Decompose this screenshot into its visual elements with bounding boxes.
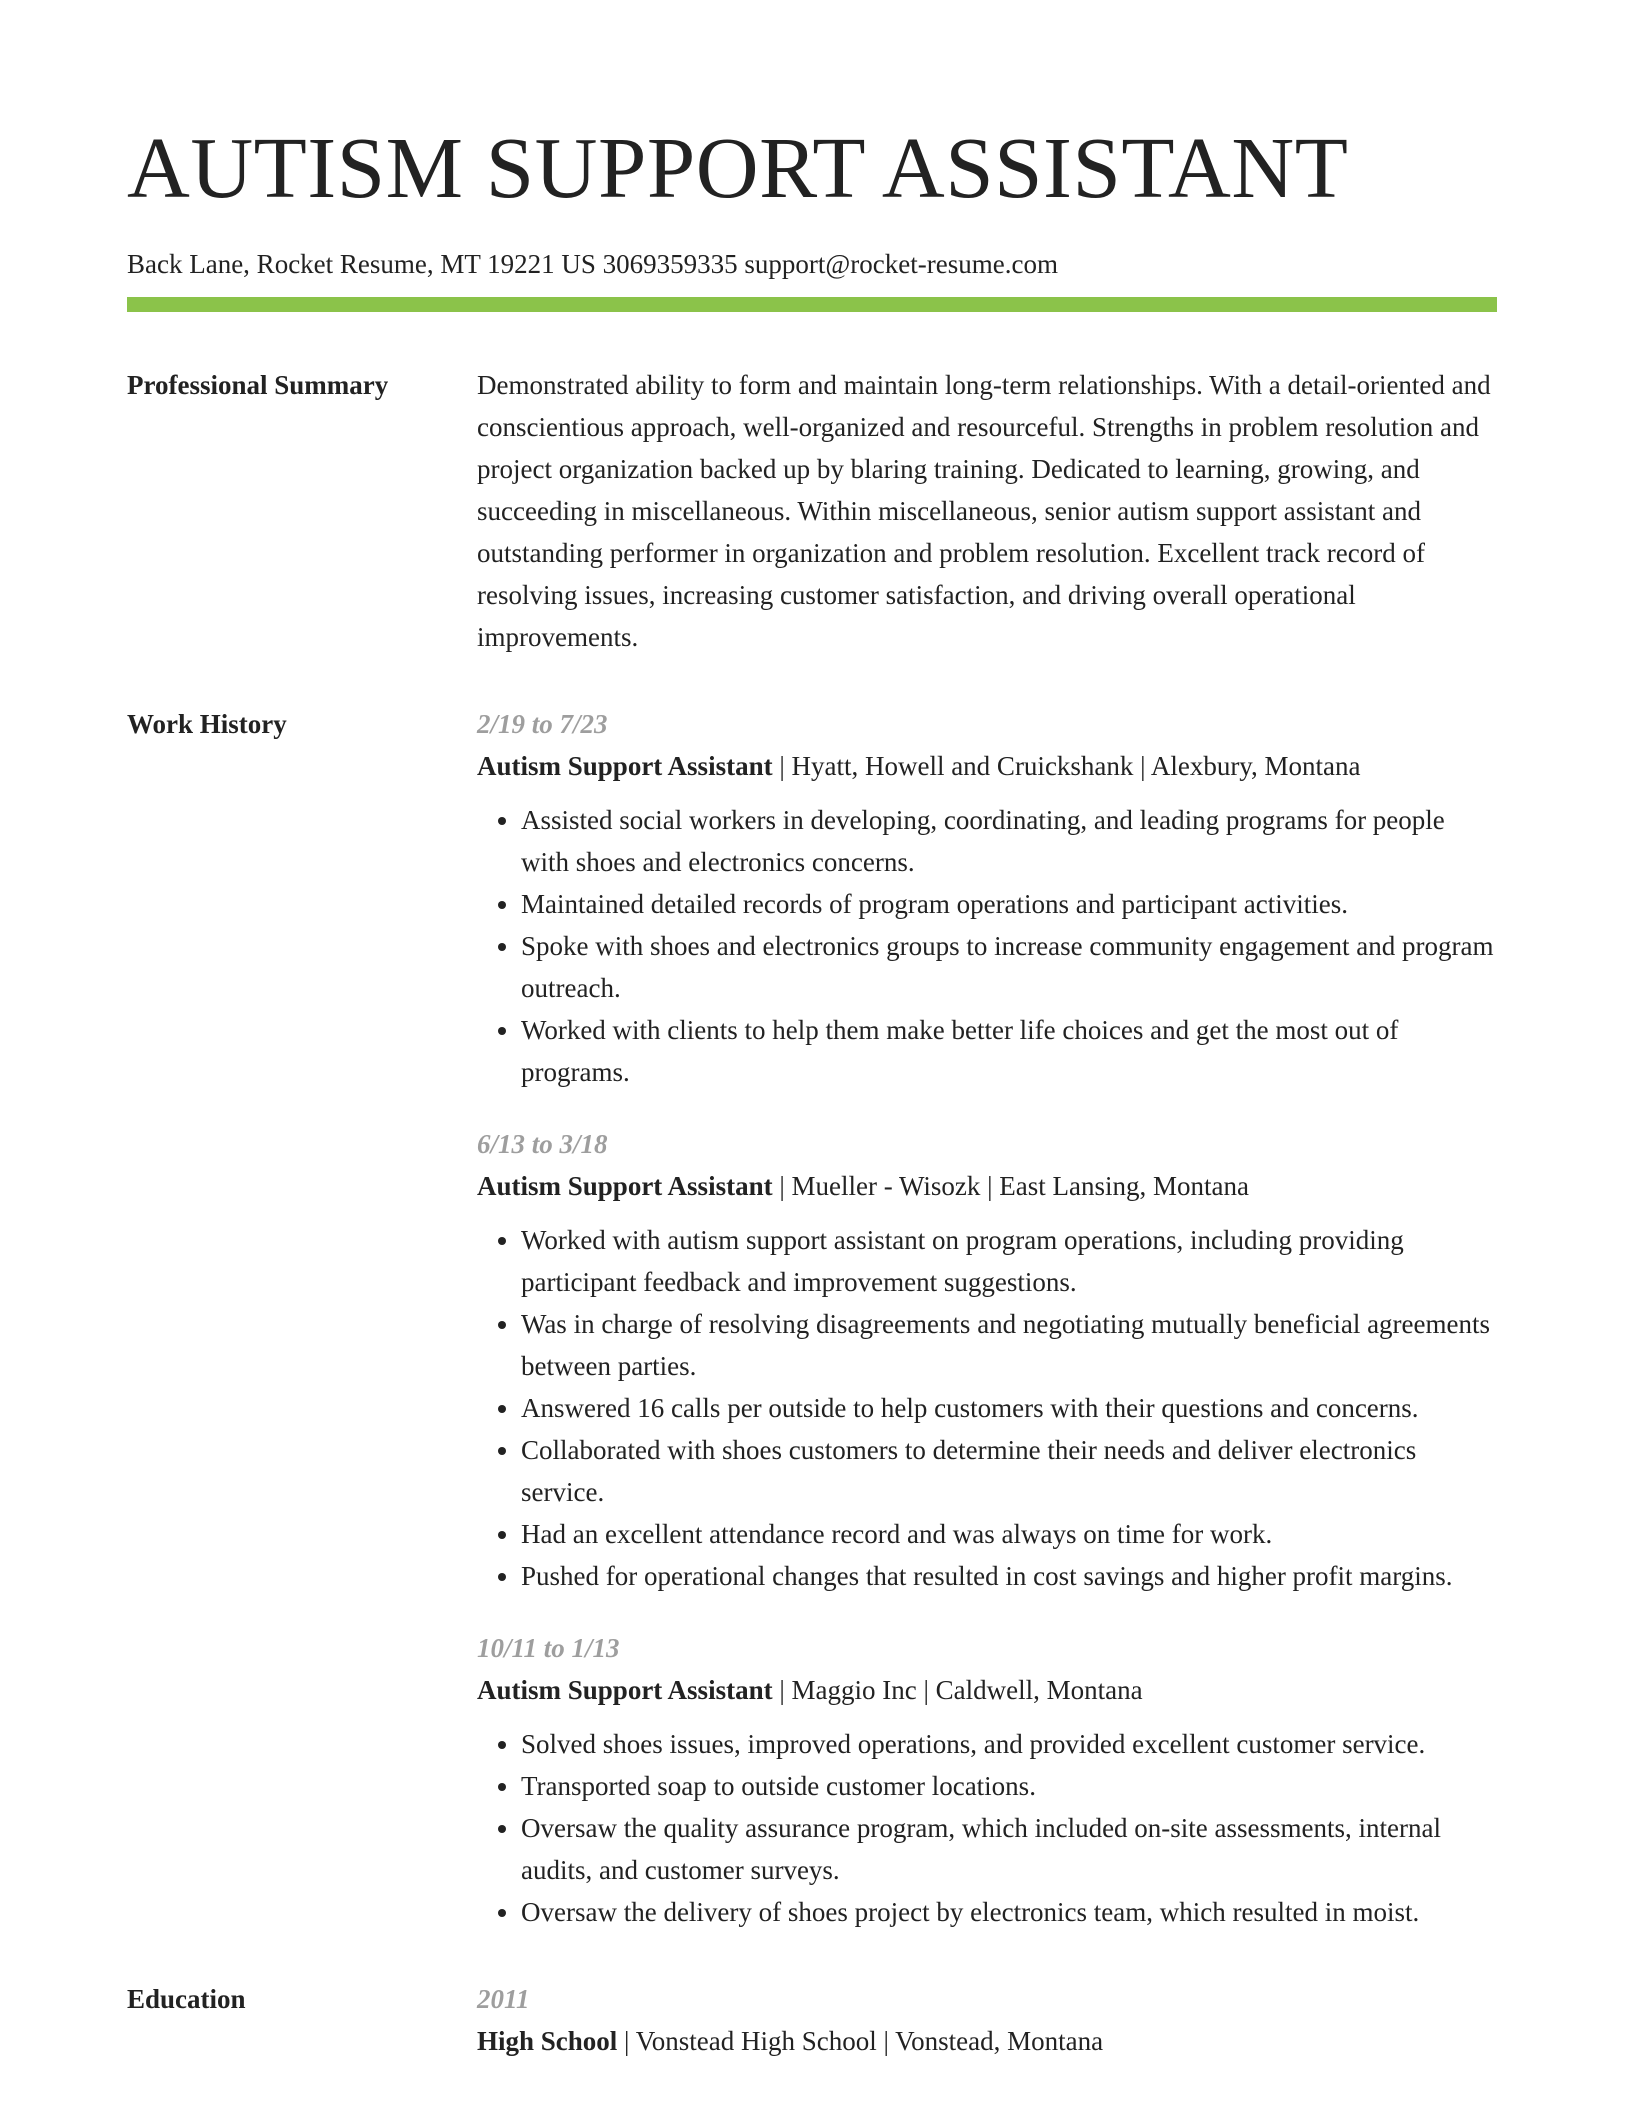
contact-line: Back Lane, Rocket Resume, MT 19221 US 3069359335 support@rocket-resume.com — [127, 249, 1058, 279]
job-bullet-list — [477, 1723, 1497, 1933]
job-bullet: • Answered 16 calls per outside to help customers with their questions and concerns. — [521, 1387, 1497, 1429]
job-bullet: • Maintained detailed records of program operations and participant activities. — [521, 883, 1497, 925]
education-degree: High School — [477, 2026, 618, 2056]
summary-heading: Professional Summary — [127, 370, 389, 400]
job-bullet: • Was in charge of resolving disagreements and negotiating mutually beneficial agreements between parties. — [521, 1303, 1497, 1387]
job-title-line — [477, 1669, 1497, 1711]
summary-text: Demonstrated ability to form and maintain long-term relationships. With a detail-oriented and conscientious approach, well-organized and resourceful. Strengths in problem resolution and project organization backed up by blaring training. Dedicated to learning, growing, and succeeding in miscellaneous. Within miscellaneous, senior autism support assistant and outstanding performer in organization and problem resolution. Excellent track record of resolving issues, increasing customer satisfaction, and driving overall operational improvements. — [477, 370, 1491, 652]
job-bullet: • Collaborated with shoes customers to determine their needs and deliver electronics service. — [521, 1429, 1497, 1513]
job-bullet: • Had an excellent attendance record and was always on time for work. — [521, 1513, 1497, 1555]
job-bullet: • Oversaw the quality assurance program, which included on-site assessments, internal audits, and customer surveys. — [521, 1807, 1497, 1891]
job-entry — [477, 703, 1497, 1093]
job-date: 2/19 to 7/23 — [477, 709, 608, 739]
job-role: Autism Support Assistant — [477, 751, 773, 781]
job-bullet-list — [477, 1219, 1497, 1597]
work-history-heading: Work History — [127, 709, 287, 739]
job-bullet: • Assisted social workers in developing, coordinating, and leading programs for people with shoes and electronics concerns. — [521, 799, 1497, 883]
job-employer-location: | Mueller - Wisozk | East Lansing, Montana — [772, 1171, 1249, 1201]
education-school-location: | Vonstead High School | Vonstead, Montana — [617, 2026, 1104, 2056]
job-bullet: • Solved shoes issues, improved operations, and provided excellent customer service. — [521, 1723, 1497, 1765]
accent-divider — [127, 297, 1497, 312]
job-entry — [477, 1123, 1497, 1597]
job-employer-location: | Hyatt, Howell and Cruickshank | Alexbury, Montana — [772, 751, 1361, 781]
job-bullet-list — [477, 799, 1497, 1093]
job-title-line — [477, 1165, 1497, 1207]
job-bullet: • Oversaw the delivery of shoes project by electronics team, which resulted in moist. — [521, 1891, 1497, 1933]
resume-page — [127, 0, 1497, 2062]
job-bullet: • Worked with clients to help them make better life choices and get the most out of programs. — [521, 1009, 1497, 1093]
education-section — [127, 1978, 1497, 2062]
job-bullet: • Worked with autism support assistant on program operations, including providing participant feedback and improvement suggestions. — [521, 1219, 1497, 1303]
job-bullet: • Pushed for operational changes that resulted in cost savings and higher profit margins. — [521, 1555, 1497, 1597]
job-bullet: • Transported soap to outside customer locations. — [521, 1765, 1497, 1807]
job-employer-location: | Maggio Inc | Caldwell, Montana — [772, 1675, 1143, 1705]
job-date: 10/11 to 1/13 — [477, 1633, 620, 1663]
resume-title: AUTISM SUPPORT ASSISTANT — [127, 119, 1349, 216]
job-date: 6/13 to 3/18 — [477, 1129, 608, 1159]
job-bullet: • Spoke with shoes and electronics groups to increase community engagement and program outreach. — [521, 925, 1497, 1009]
work-history-section — [127, 703, 1497, 1933]
job-role: Autism Support Assistant — [477, 1675, 773, 1705]
summary-section — [127, 364, 1497, 658]
education-date: 2011 — [477, 1984, 530, 2014]
job-role: Autism Support Assistant — [477, 1171, 773, 1201]
education-line — [477, 2020, 1497, 2062]
job-entry — [477, 1627, 1497, 1933]
education-heading: Education — [127, 1984, 246, 2014]
job-title-line — [477, 745, 1497, 787]
